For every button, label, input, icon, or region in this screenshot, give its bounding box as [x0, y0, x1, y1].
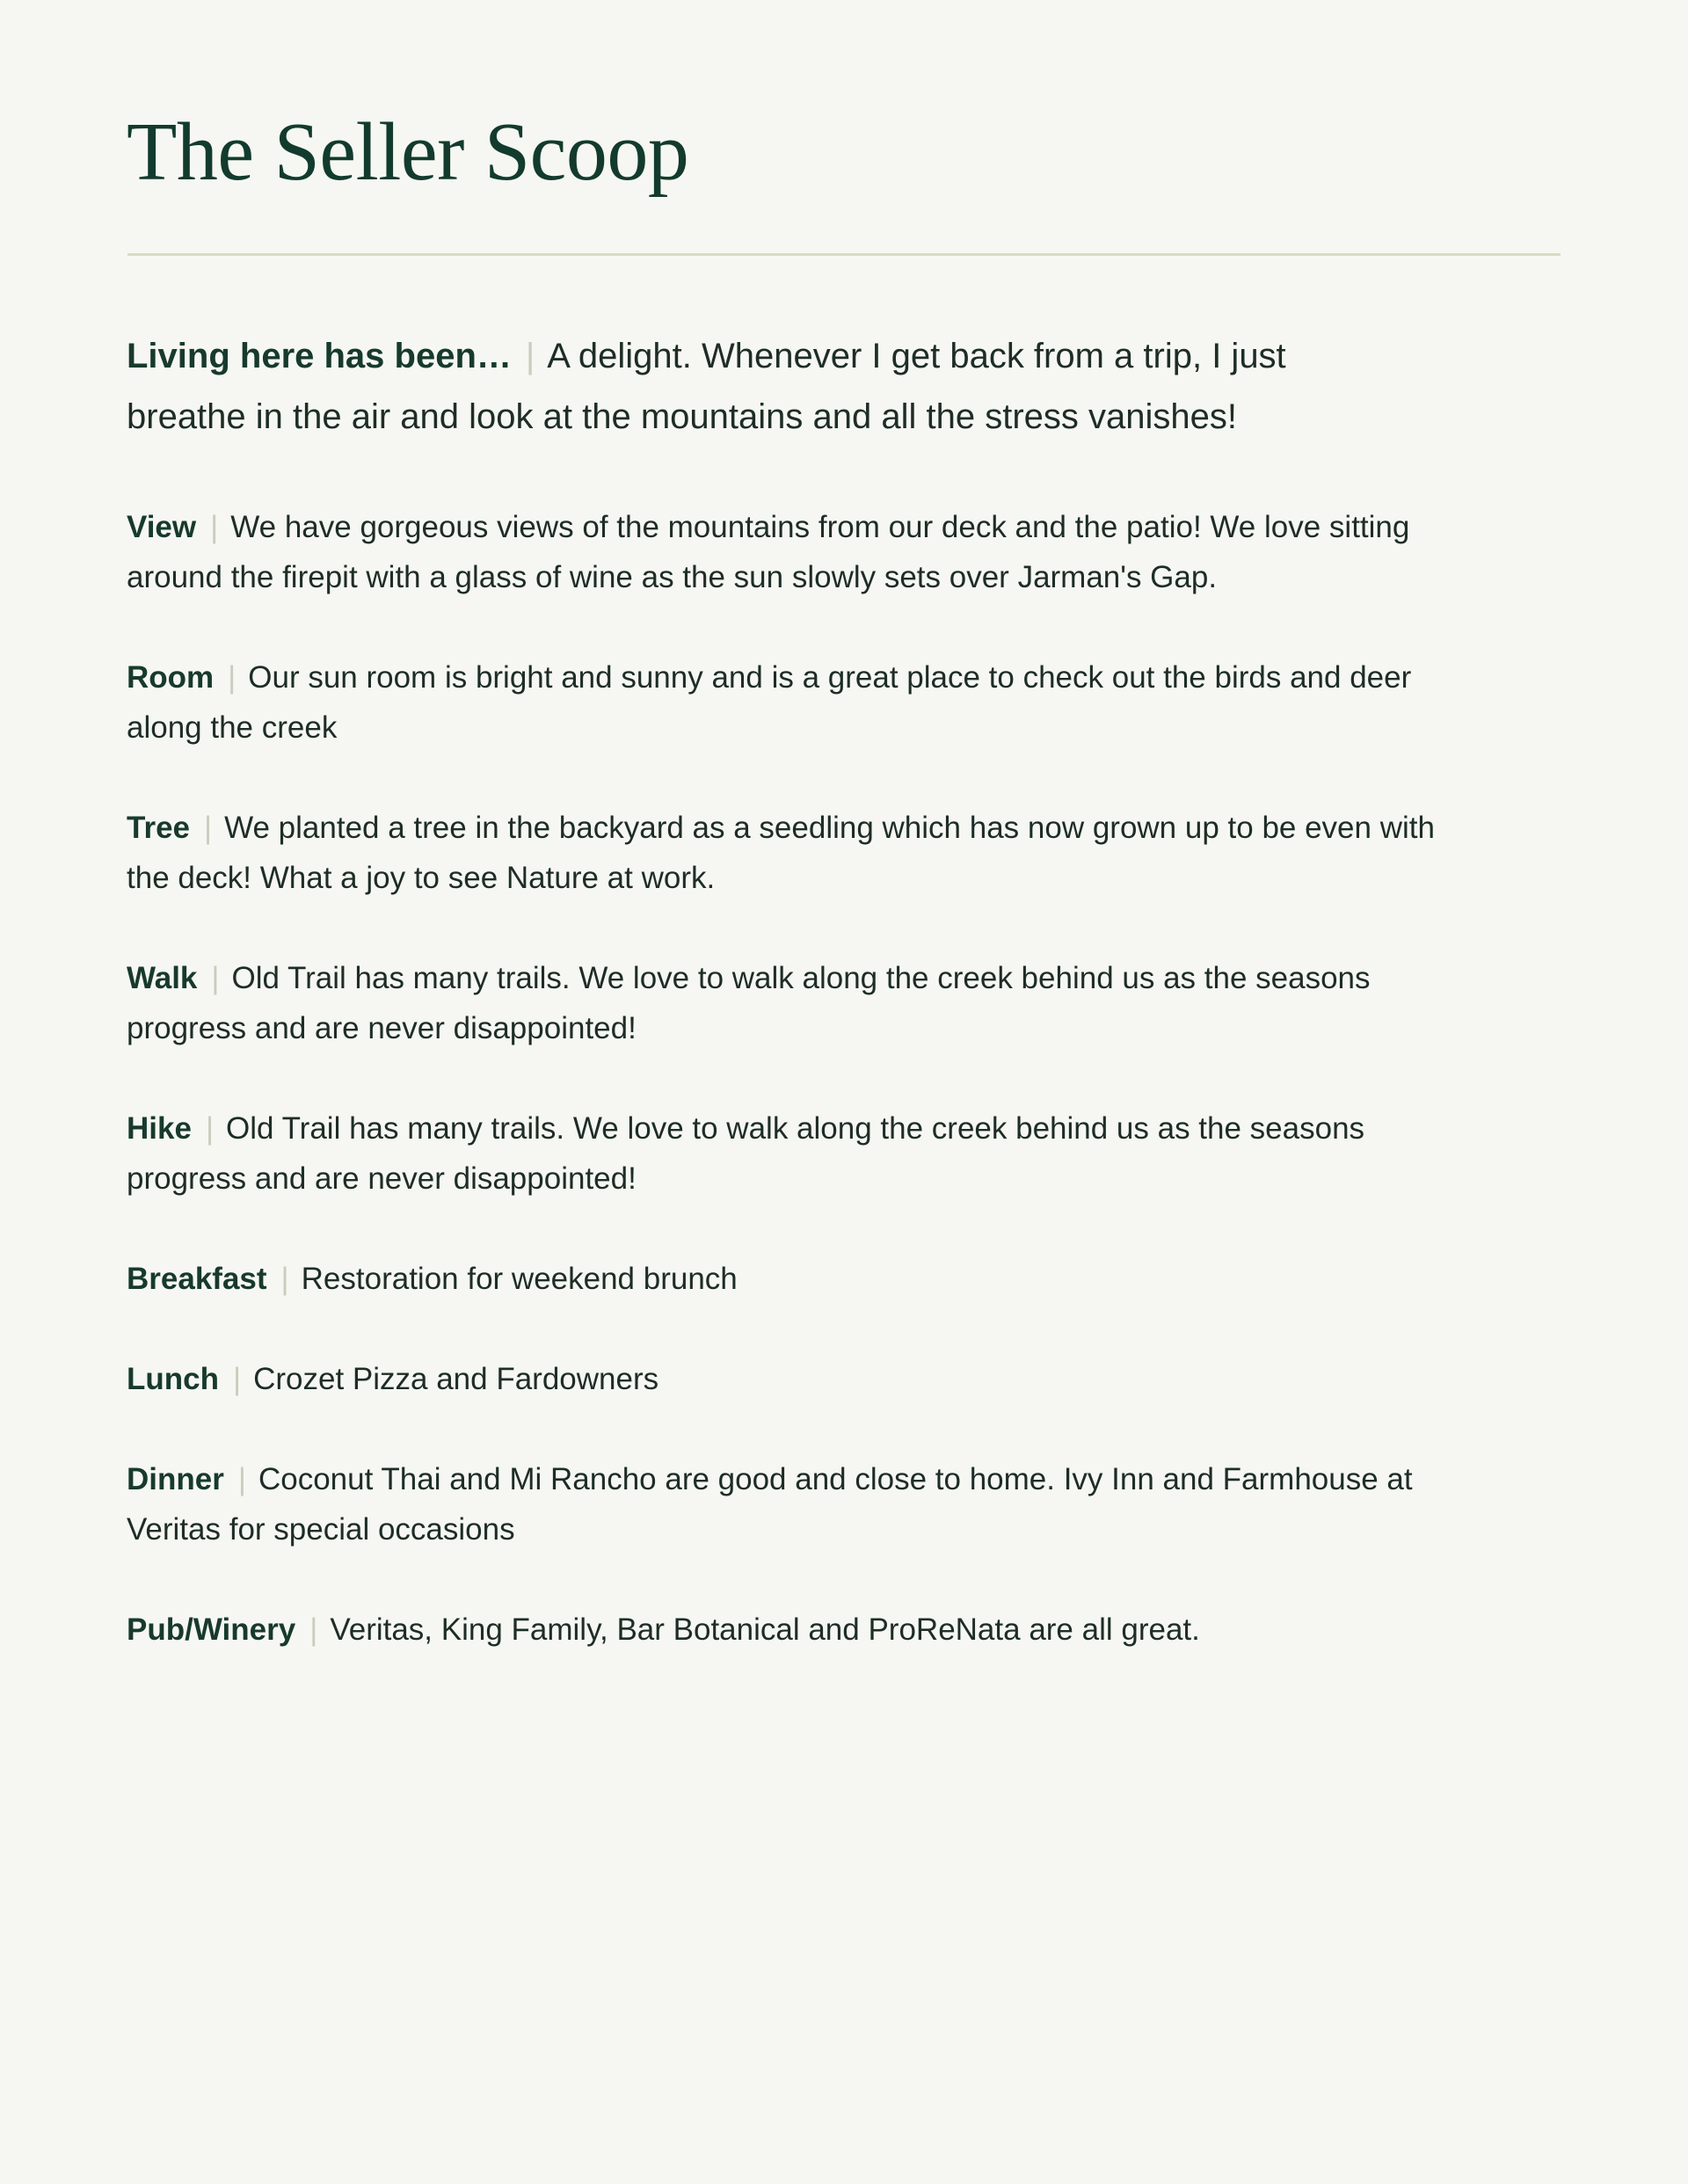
entry-label: Room	[127, 660, 215, 695]
entry-walk	[127, 953, 1445, 1053]
entry-separator: |	[205, 1111, 215, 1146]
entry-separator: |	[211, 961, 220, 995]
entry-label: Lunch	[127, 1362, 219, 1396]
entry-label: Tree	[127, 811, 190, 845]
entry-label: View	[127, 510, 197, 544]
entry-text: Veritas, King Family, Bar Botanical and ProReNata are all great.	[330, 1613, 1200, 1647]
entry-label: Breakfast	[127, 1262, 267, 1296]
entry-text: Crozet Pizza and Fardowners	[253, 1362, 659, 1396]
entry-pub-winery	[127, 1605, 1445, 1655]
entry-separator: |	[228, 660, 236, 695]
lead-label: Living here has been…	[127, 337, 512, 375]
entry-text: Coconut Thai and Mi Rancho are good and close to home. Ivy Inn and Farmhouse at Veritas for special occasions	[127, 1462, 1413, 1547]
entry-separator: |	[309, 1613, 318, 1647]
entry-breakfast	[127, 1254, 1445, 1304]
entry-label: Pub/Winery	[127, 1613, 296, 1647]
entry-separator: |	[204, 811, 213, 845]
entry-label: Dinner	[127, 1462, 224, 1496]
entry-dinner	[127, 1454, 1445, 1554]
entry-label: Hike	[127, 1111, 192, 1146]
entry-text: We planted a tree in the backyard as a seedling which has now grown up to be even with the deck! What a joy to see Nature at work.	[127, 811, 1435, 895]
lead-separator: |	[525, 337, 535, 375]
lead-text: A delight. Whenever I get back from a trip, I just breathe in the air and look at the mountains and all the stress vanishes!	[127, 337, 1286, 436]
entry-text: Restoration for weekend brunch	[301, 1262, 738, 1296]
entry-separator: |	[280, 1262, 289, 1296]
entry-text: We have gorgeous views of the mountains from our deck and the patio! We love sitting around the firepit with a glass of wine as the sun slowly sets over Jarman's Gap.	[127, 510, 1410, 594]
entry-text: Old Trail has many trails. We love to walk along the creek behind us as the seasons progress and are never disappointed!	[127, 961, 1371, 1045]
entry-text: Old Trail has many trails. We love to walk along the creek behind us as the seasons progress and are never disappointed!	[127, 1111, 1365, 1196]
page-title: The Seller Scoop	[127, 106, 689, 198]
entry-lunch	[127, 1354, 1445, 1404]
entry-tree	[127, 803, 1445, 903]
lead-entry	[127, 326, 1357, 448]
entry-hike	[127, 1103, 1445, 1204]
entry-separator: |	[232, 1362, 242, 1396]
entry-view	[127, 502, 1445, 602]
entry-room	[127, 652, 1445, 753]
entry-separator: |	[237, 1462, 246, 1496]
entry-label: Walk	[127, 961, 198, 995]
title-divider	[127, 253, 1561, 256]
entry-text: Our sun room is bright and sunny and is a great place to check out the birds and deer along the creek	[127, 660, 1412, 745]
entry-separator: |	[210, 510, 219, 544]
